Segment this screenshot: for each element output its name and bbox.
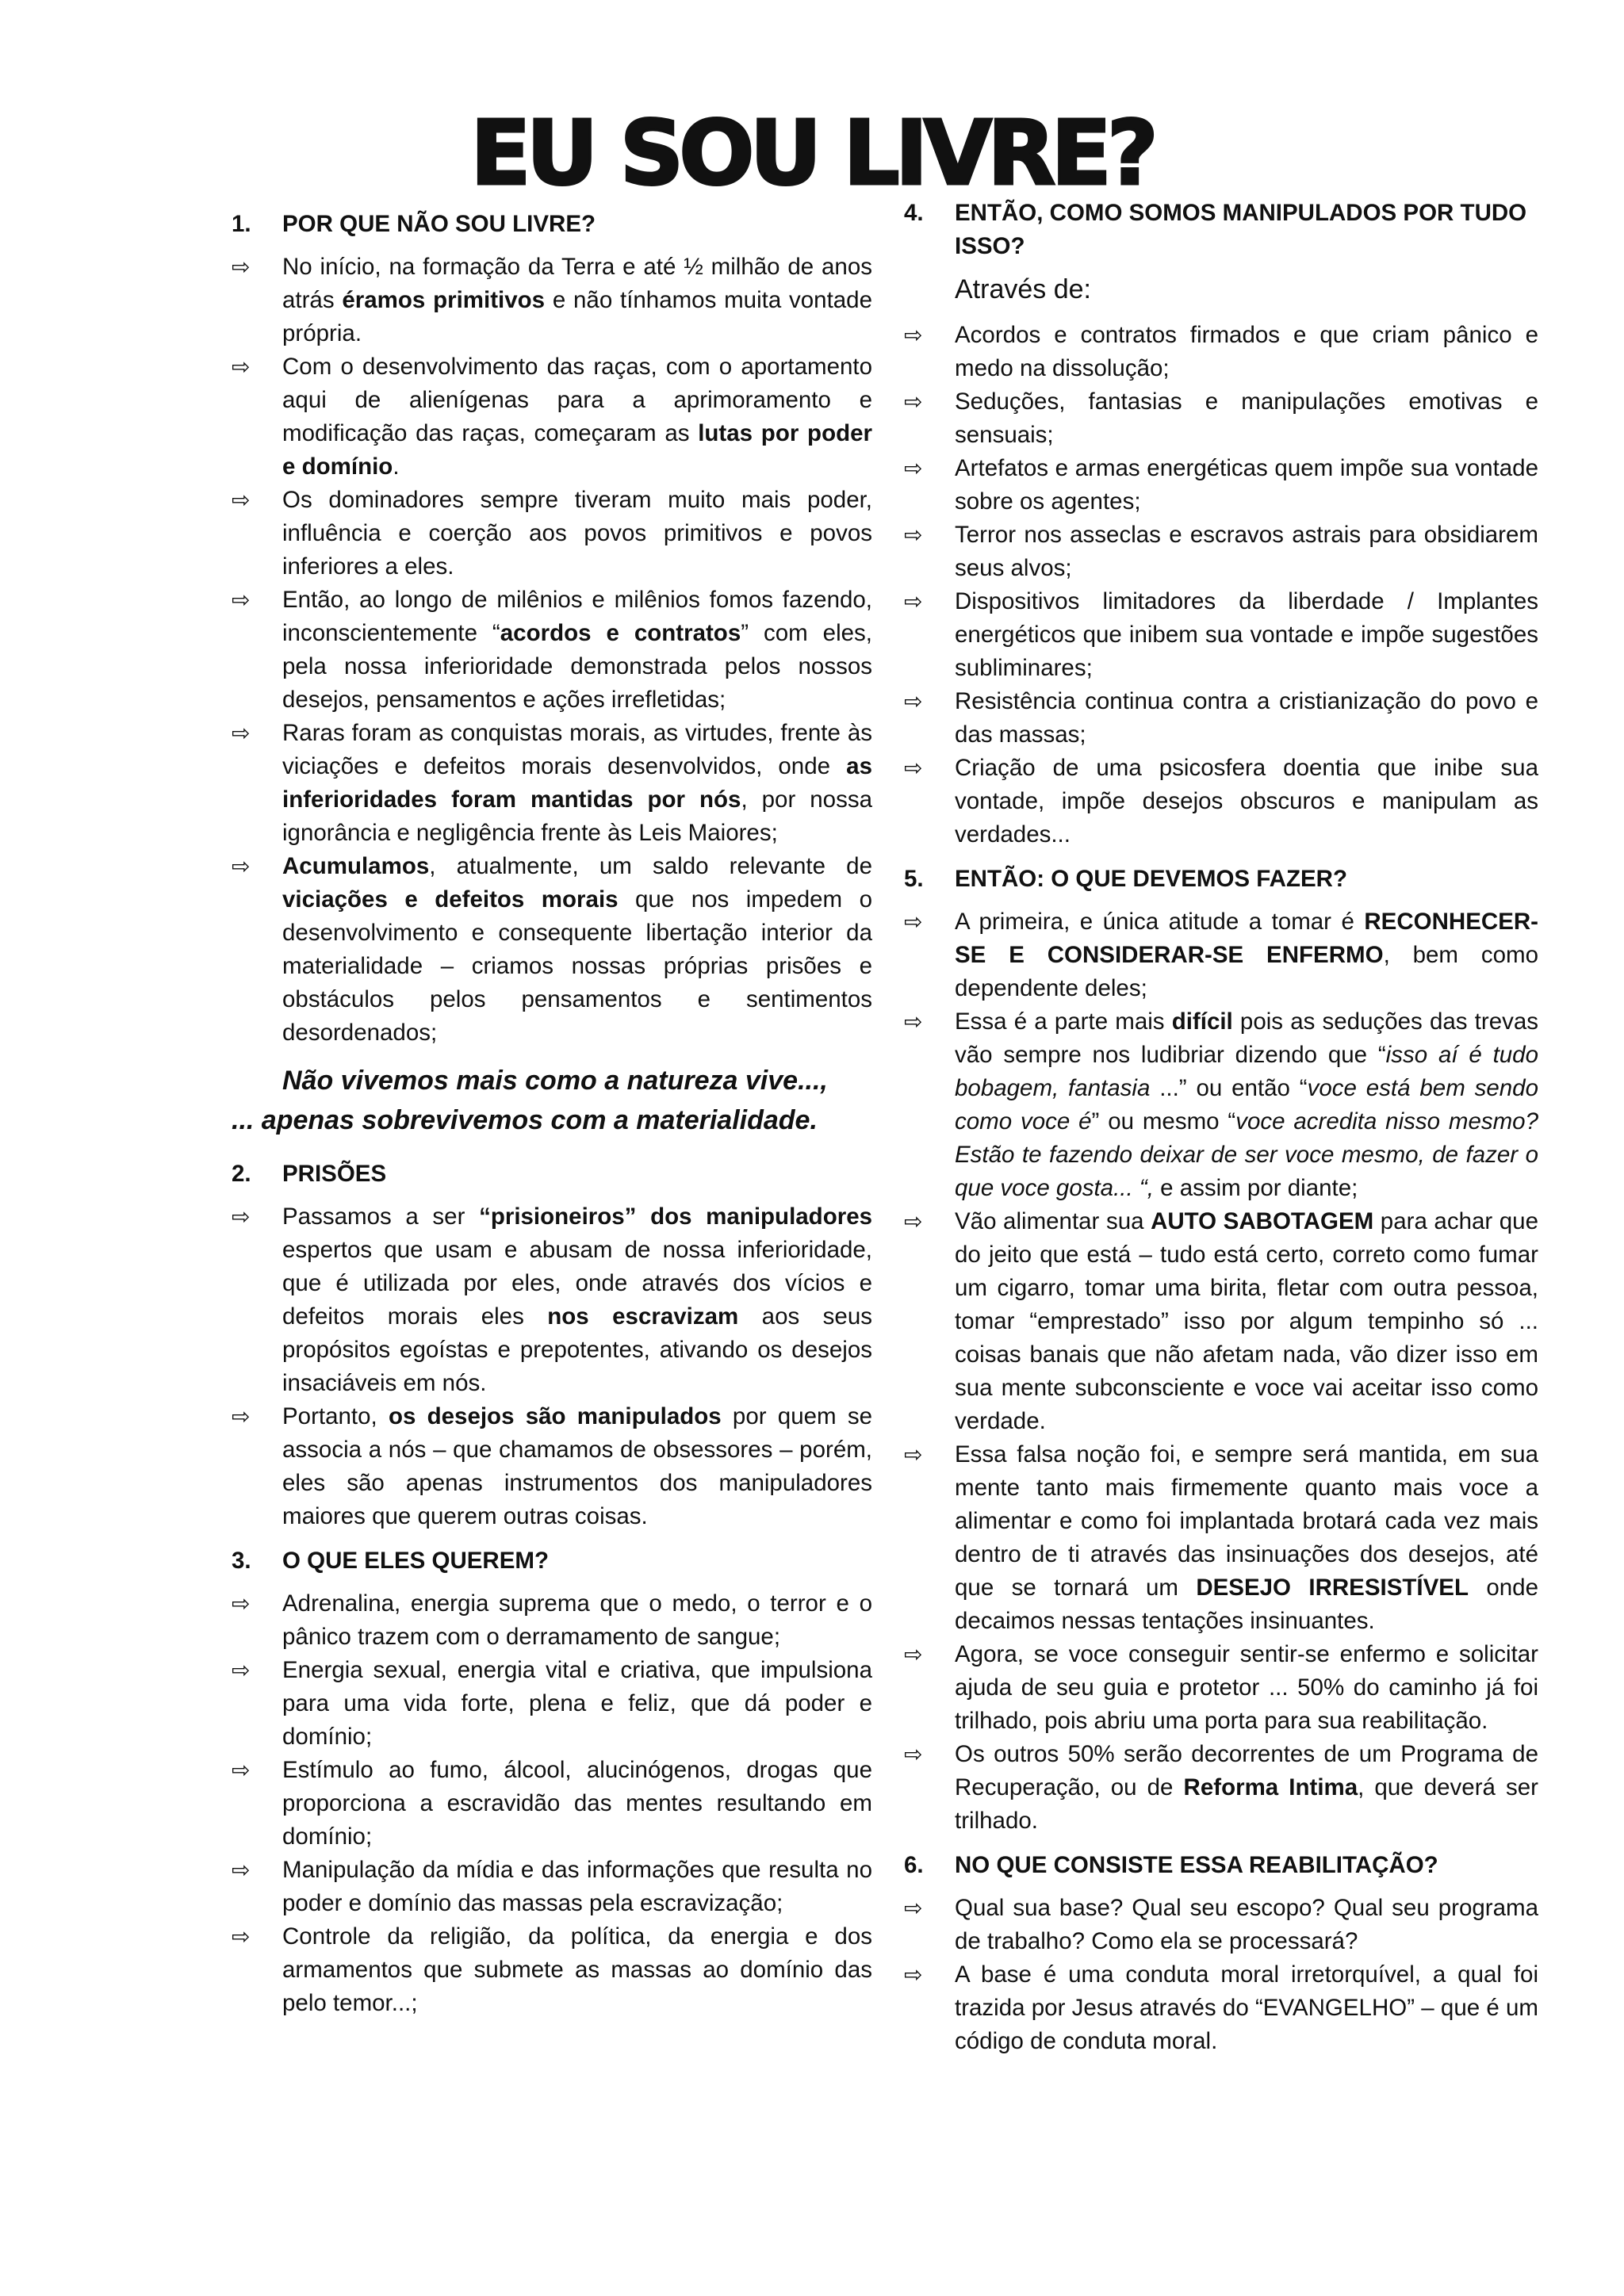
- through-label: Através de:: [955, 274, 1091, 304]
- arrow-icon: ⇨: [904, 323, 923, 347]
- right-column: [904, 197, 1538, 2069]
- list-item: ⇨ Energia sexual, energia vital e criativa, que impulsiona para uma vida forte, plena e feliz, que dá poder e domínio;: [232, 1654, 872, 1754]
- list-item: ⇨ Manipulação da mídia e das informações que resulta no poder e domínio das massas pela escravização;: [232, 1854, 872, 1920]
- section-heading: 3. O QUE ELES QUEREM?: [232, 1548, 550, 1574]
- list-item: ⇨ Com o desenvolvimento das raças, com o aportamento aqui de alienígenas para a aprimoramento e modificação das raças, começaram as lutas por poder e domínio.: [232, 350, 872, 484]
- arrow-icon: ⇨: [232, 1204, 251, 1229]
- list-item: ⇨ Os dominadores sempre tiveram muito mais poder, influência e coerção aos povos primitivos e povos inferiores a eles.: [232, 484, 872, 584]
- arrow-icon: ⇨: [904, 1742, 923, 1766]
- list-item: ⇨ Raras foram as conquistas morais, as virtudes, frente às viciações e defeitos morais desenvolvidos, onde as inferioridades foram mantidas por nós, por nossa ignorância e negligência frente às Leis Maiores;: [232, 717, 872, 850]
- list-item: ⇨ Qual sua base? Qual seu escopo? Qual seu programa de trabalho? Como ela se processará?: [904, 1892, 1538, 1958]
- section-3: [232, 1544, 872, 2020]
- arrow-icon: ⇨: [904, 1896, 923, 1920]
- arrow-icon: ⇨: [232, 488, 251, 512]
- list-item: ⇨ Acordos e contratos firmados e que criam pânico e medo na dissolução;: [904, 319, 1538, 385]
- arrow-icon: ⇨: [904, 756, 923, 780]
- arrow-icon: ⇨: [232, 854, 251, 878]
- arrow-icon: ⇨: [904, 1009, 923, 1034]
- list-item: ⇨ Adrenalina, energia suprema que o medo, o terror e o pânico trazem com o derramamento de sangue;: [232, 1587, 872, 1654]
- quote-line-1: Não vivemos mais como a natureza vive...,: [282, 1066, 828, 1096]
- section-heading: 6. NO QUE CONSISTE ESSA REABILITAÇÃO?: [904, 1852, 1438, 1878]
- list-item: ⇨ Artefatos e armas energéticas quem impõe sua vontade sobre os agentes;: [904, 452, 1538, 519]
- section-1: [232, 208, 872, 1050]
- arrow-icon: ⇨: [232, 254, 251, 279]
- section-heading: 1. POR QUE NÃO SOU LIVRE?: [232, 211, 596, 237]
- arrow-icon: ⇨: [232, 1924, 251, 1949]
- arrow-icon: ⇨: [904, 522, 923, 547]
- arrow-icon: ⇨: [904, 1209, 923, 1234]
- arrow-icon: ⇨: [904, 689, 923, 714]
- arrow-icon: ⇨: [904, 589, 923, 614]
- list-item: ⇨ Os outros 50% serão decorrentes de um Programa de Recuperação, ou de Reforma Intima, que deverá ser trilhado.: [904, 1738, 1538, 1838]
- list-item: ⇨ A primeira, e única atitude a tomar é RECONHECER-SE E CONSIDERAR-SE ENFERMO, bem como dependente deles;: [904, 905, 1538, 1005]
- section-6: [904, 1849, 1538, 2058]
- arrow-icon: ⇨: [232, 1758, 251, 1782]
- arrow-icon: ⇨: [232, 1658, 251, 1682]
- section-5: [904, 863, 1538, 1838]
- list-item: ⇨ Agora, se voce conseguir sentir-se enfermo e solicitar ajuda de seu guia e protetor ... 50% do caminho já foi trilhado, pois abriu uma porta para sua reabilitação.: [904, 1638, 1538, 1738]
- quote-line-2: ... apenas sobrevivemos com a materialidade.: [232, 1105, 818, 1135]
- list-item: ⇨ Estímulo ao fumo, álcool, alucinógenos, drogas que proporciona a escravidão das mentes resultando em domínio;: [232, 1754, 872, 1854]
- arrow-icon: ⇨: [232, 721, 251, 745]
- list-item: ⇨ Portanto, os desejos são manipulados por quem se associa a nós – que chamamos de obsessores – porém, eles são apenas instrumentos dos manipuladores maiores que querem outras coisas.: [232, 1400, 872, 1533]
- list-item: ⇨ No início, na formação da Terra e até ½ milhão de anos atrás éramos primitivos e não tínhamos muita vontade própria.: [232, 251, 872, 350]
- arrow-icon: ⇨: [232, 1858, 251, 1882]
- list-item: ⇨ Criação de uma psicosfera doentia que inibe sua vontade, impõe desejos obscuros e manipulam as verdades...: [904, 752, 1538, 851]
- arrow-icon: ⇨: [232, 587, 251, 612]
- list-item: ⇨ Essa é a parte mais difícil pois as seduções das trevas vão sempre nos ludibriar dizendo que “isso aí é tudo bobagem, fantasia ...” ou então “voce está bem sendo como voce é” ou mesmo “voce acredita nisso mesmo? Estão te fazendo deixar de ser voce mesmo, de fazer o que voce gosta... “, e assim por diante;: [904, 1005, 1538, 1205]
- list-item: ⇨ Seduções, fantasias e manipulações emotivas e sensuais;: [904, 385, 1538, 452]
- section-heading: 4. ENTÃO, COMO SOMOS MANIPULADOS POR TUDO ISSO?: [904, 200, 1527, 259]
- section-4: [904, 197, 1538, 851]
- section-2: [232, 1158, 872, 1533]
- arrow-icon: ⇨: [904, 456, 923, 480]
- list-item: ⇨ A base é uma conduta moral irretorquível, a qual foi trazida por Jesus através do “EVANGELHO” – que é um código de conduta moral.: [904, 1958, 1538, 2058]
- list-item: ⇨ Controle da religião, da política, da energia e dos armamentos que submete as massas ao domínio das pelo temor...;: [232, 1920, 872, 2020]
- arrow-icon: ⇨: [904, 1642, 923, 1667]
- arrow-icon: ⇨: [232, 1591, 251, 1616]
- list-item: ⇨ Acumulamos, atualmente, um saldo relevante de viciações e defeitos morais que nos impedem o desenvolvimento e consequente libertação interior da materialidade – criamos nossas próprias prisões e obstáculos pelos pensamentos e sentimentos desordenados;: [232, 850, 872, 1050]
- arrow-icon: ⇨: [904, 389, 923, 414]
- arrow-icon: ⇨: [904, 1442, 923, 1467]
- list-item: ⇨ Passamos a ser “prisioneiros” dos manipuladores espertos que usam e abusam de nossa inferioridade, que é utilizada por eles, onde através dos vícios e defeitos morais eles nos escravizam aos seus propósitos egoístas e prepotentes, ativando os desejos insaciáveis em nós.: [232, 1200, 872, 1400]
- arrow-icon: ⇨: [904, 909, 923, 934]
- arrow-icon: ⇨: [904, 1962, 923, 1987]
- list-item: ⇨ Resistência continua contra a cristianização do povo e das massas;: [904, 685, 1538, 752]
- list-item: ⇨ Essa falsa noção foi, e sempre será mantida, em sua mente tanto mais firmemente quanto mais voce a alimentar e como foi implantada brotará cada vez mais dentro de ti através das insinuações dos desejos, até que se tornará um DESEJO IRRESISTÍVEL onde decaimos nessas tentações insinuantes.: [904, 1438, 1538, 1638]
- left-column: [232, 208, 872, 2031]
- section-heading: 2. PRISÕES: [232, 1161, 387, 1187]
- list-item: ⇨ Então, ao longo de milênios e milênios fomos fazendo, inconscientemente “acordos e contratos” com eles, pela nossa inferioridade demonstrada pelos nossos desejos, pensamentos e ações irrefletidas;: [232, 584, 872, 717]
- list-item: ⇨ Terror nos asseclas e escravos astrais para obsidiarem seus alvos;: [904, 519, 1538, 585]
- page-title: EU SOU LIVRE?: [470, 102, 1154, 205]
- section-heading: 5. ENTÃO: O QUE DEVEMOS FAZER?: [904, 866, 1347, 892]
- list-item: ⇨ Vão alimentar sua AUTO SABOTAGEM para achar que do jeito que está – tudo está certo, correto como fumar um cigarro, tomar uma birita, fletar com outra pessoa, tomar “emprestado” isso por algum tempinho só ... coisas banais que não afetam nada, vão dizer isso em sua mente subconsciente e voce vai aceitar isso como verdade.: [904, 1205, 1538, 1438]
- arrow-icon: ⇨: [232, 1404, 251, 1429]
- arrow-icon: ⇨: [232, 354, 251, 379]
- list-item: ⇨ Dispositivos limitadores da liberdade / Implantes energéticos que inibem sua vontade e impõe sugestões subliminares;: [904, 585, 1538, 685]
